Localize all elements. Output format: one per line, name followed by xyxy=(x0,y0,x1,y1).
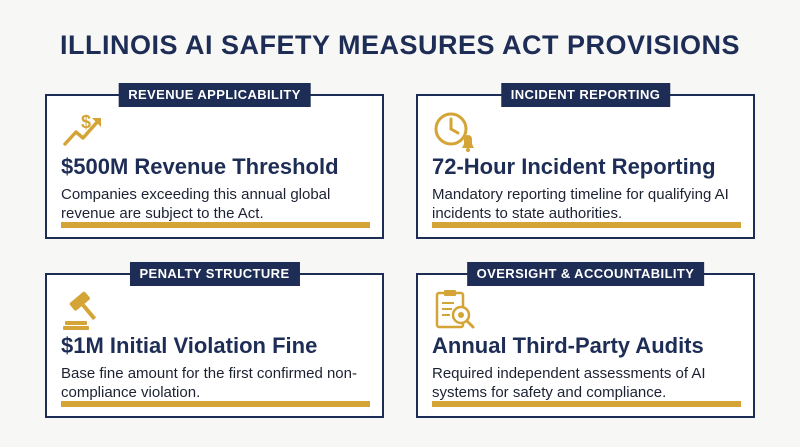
card-label: OVERSIGHT & ACCOUNTABILITY xyxy=(467,262,705,286)
card-label: INCIDENT REPORTING xyxy=(501,83,670,107)
card-penalty-structure xyxy=(45,266,384,418)
card-heading: $1M Initial Violation Fine xyxy=(61,333,318,358)
page-title: ILLINOIS AI SAFETY MEASURES ACT PROVISIONS xyxy=(59,30,741,60)
card-heading: 72-Hour Incident Reporting xyxy=(432,154,716,179)
card-revenue-applicability xyxy=(45,87,384,239)
card-description: Base fine amount for the first confirmed non-compliance violation. xyxy=(61,365,357,401)
card-heading: Annual Third-Party Audits xyxy=(432,333,704,358)
card-heading: $500M Revenue Threshold xyxy=(61,154,339,179)
revenue-growth-icon xyxy=(61,108,105,152)
card-description: Required independent assessments of AI systems for safety and compliance. xyxy=(432,365,706,401)
accent-bar xyxy=(432,222,741,228)
card-label: REVENUE APPLICABILITY xyxy=(118,83,311,107)
card-description: Mandatory reporting timeline for qualifying AI incidents to state authorities. xyxy=(432,186,729,222)
card-description: Companies exceeding this annual global revenue are subject to the Act. xyxy=(61,186,331,222)
accent-bar xyxy=(61,401,370,407)
card-incident-reporting xyxy=(416,87,755,239)
accent-bar xyxy=(432,401,741,407)
card-oversight-accountability xyxy=(416,266,755,418)
gavel-icon xyxy=(61,287,105,331)
svg-text:$: $ xyxy=(81,112,92,132)
clock-alarm-icon xyxy=(432,108,476,152)
audit-clipboard-icon xyxy=(432,287,476,331)
accent-bar xyxy=(61,222,370,228)
card-label: PENALTY STRUCTURE xyxy=(129,262,299,286)
